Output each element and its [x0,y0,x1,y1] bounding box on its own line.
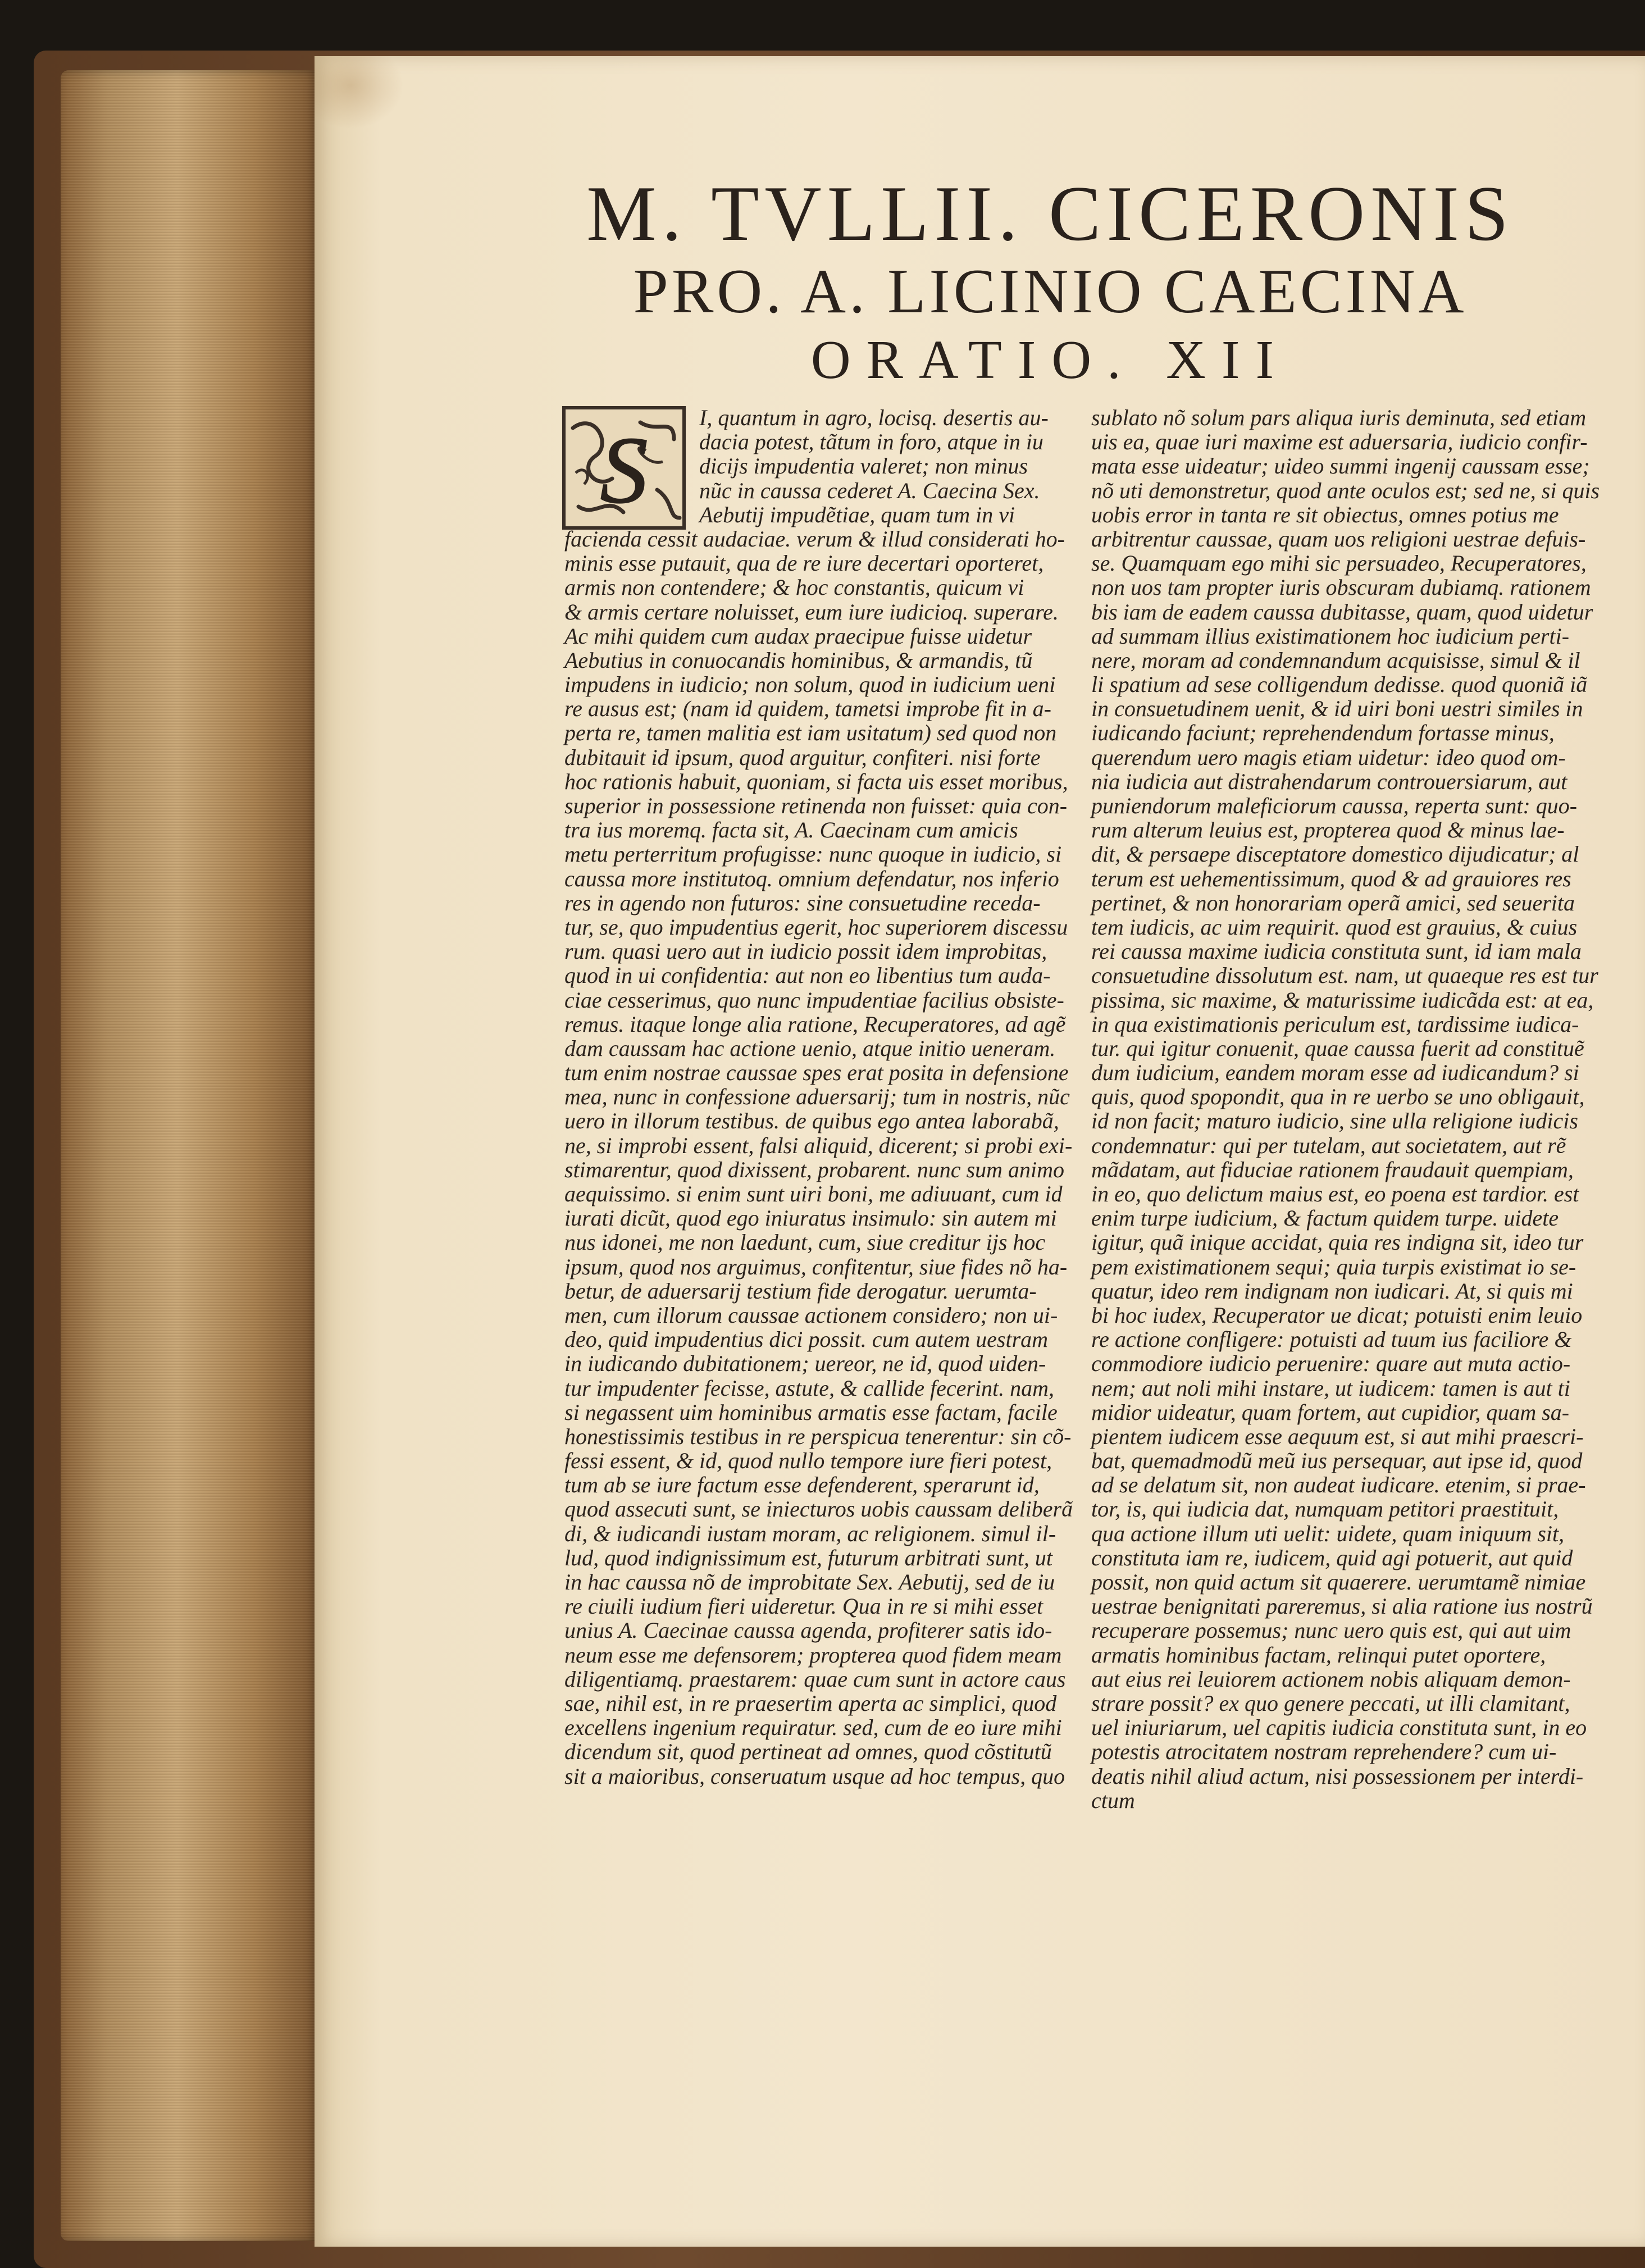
text-line: caussa more institutoq. omnium defendatur, nos inferio [564,866,1059,891]
text-line: id non facit; maturo iudicio, sine ulla religione iudicis [1091,1108,1578,1134]
text-line: facienda cessit audaciae. verum & illud considerati ho- [564,526,1065,552]
text-line: sit a maioribus, conseruatum usque ad hoc tempus, quo [564,1763,1065,1789]
text-line: li spatium ad sese colligendum dedisse. quod quoniã iã [1091,672,1588,698]
text-line: tem iudicis, ac uim requirit. quod est grauius, & cuius [1091,914,1578,940]
page-edges [61,70,319,2241]
text-line: midior uideatur, quam fortem, aut cupidior, quam sa- [1091,1399,1570,1425]
text-line: si negassent uim hominibus armatis esse factam, facile [564,1399,1058,1425]
text-line: pientem iudicem esse aequum est, si aut mihi praescri- [1091,1423,1584,1449]
text-line: aequissimo. si enim sunt uiri boni, me adiuuant, cum id [564,1181,1063,1206]
text-line: excellens ingenium requiratur. sed, cum de eo iure mihi [564,1715,1062,1741]
text-line: rei caussa maxime iudicia constituta sunt, id iam mala [1091,939,1582,964]
text-line: iurati dicũt, quod ego iniuratus insimulo: sin autem mi [564,1205,1057,1231]
text-line: bi hoc iudex, Recuperator ue dicat; potuisti enim leuio [1091,1302,1583,1328]
text-line: consuetudine dissolutum est. nam, ut quaeque res est tur [1091,963,1598,989]
text-line: tum ab se iure factum esse defenderent, sperarunt id, [564,1472,1040,1498]
text-line: uel iniuriarum, uel capitis iudicia constituta sunt, in eo [1091,1715,1587,1741]
text-line: enim turpe iudicium, & factum quidem turpe. uidete [1091,1205,1559,1231]
text-line: fessi essent, & id, quod nullo tempore iure fieri potest, [564,1448,1052,1474]
text-line: dum iudicium, eandem moram esse ad iudicandum? si [1091,1060,1579,1086]
text-line: re ciuili iudium fieri uideretur. Qua in re si mihi esset [564,1593,1043,1619]
text-line: stimarentur, quod dixissent, probarent. nunc sum animo [564,1156,1064,1182]
text-line: Aebutij impudẽtiae, quam tum in vi [699,502,1015,527]
text-line: deo, quid impudentius dici possit. cum autem uestram [564,1327,1049,1352]
text-line: nus idonei, me non laedunt, cum, siue creditur ijs hoc [564,1229,1046,1255]
text-line: quod in ui confidentia: aut non eo libentius tum auda- [564,963,1051,989]
text-line: remus. itaque longe alia ratione, Recuperatores, ad agẽ [564,1011,1066,1037]
text-line: commodiore iudicio peruenire: quare aut muta actio- [1091,1351,1571,1377]
text-line: puniendorum maleficiorum caussa, reperta sunt: quo- [1091,793,1578,818]
text-line: recuperare possemus; nunc uero quis est, qui aut uim [1091,1618,1571,1643]
text-line: mata esse uideatur; uideo summi ingenij caussam esse; [1091,453,1590,479]
text-line: tur. qui igitur conuenit, quae caussa fuerit ad constituẽ [1091,1035,1584,1061]
text-line: dubitauit id ipsum, quod arguitur, confiteri. nisi forte [564,744,1041,770]
svg-text:S: S [600,417,648,523]
text-line: in qua existimationis periculum est, tardissime iudica- [1091,1011,1579,1037]
text-line: tur, se, quo impudentius egerit, hoc superiorem discessu [564,914,1068,940]
text-line: diligentiamq. praestarem: quae cum sunt in actore caus [564,1666,1066,1692]
text-line: Aebutius in conuocandis hominibus, & armandis, tũ [564,647,1033,673]
text-line: men, cum illorum caussae actionem considero; non ui- [564,1302,1058,1328]
text-line: querendum uero magis etiam uidetur: ideo quod om- [1091,744,1566,770]
text-line: armatis hominibus factam, relinqui putet oportere, [1091,1642,1546,1668]
text-line: nere, moram ad condemnandum acquisisse, simul & il [1091,647,1580,673]
text-line: ctum [1091,1787,1135,1813]
text-line: dam caussam hac actione uenio, atque initio ueneram. [564,1035,1056,1061]
text-line: minis esse putauit, qua de re iure decertari oporteret, [564,550,1044,576]
text-line: pem existimationem sequi; quia turpis existimat io se- [1091,1254,1576,1279]
text-line: dacia potest, tãtum in foro, atque in iu [699,429,1043,455]
text-line: se. Quamquam ego mihi sic persuadeo, Recuperatores, [1091,550,1587,576]
text-line: unius A. Caecinae caussa agenda, profiterer satis ido- [564,1618,1052,1643]
text-line: rum. quasi uero aut in iudicio possit idem improbitas, [564,939,1047,964]
text-line: mãdatam, aut fiduciae rationem fraudauit quempiam, [1091,1156,1574,1182]
text-line: re actione confligere: potuisti ad tuum ius faciliore & [1091,1327,1572,1352]
text-line: qua actione illum uti uelit: uidete, quam iniquum sit, [1091,1520,1565,1546]
text-line: mea, nunc in confessione aduersarij; tum in nostris, nũc [564,1084,1070,1110]
text-line: armis non contendere; & hoc constantis, quicum vi [564,575,1024,600]
text-line: quis, quod spopondit, qua in re uerbo se uno obligauit, [1091,1084,1585,1110]
text-line: pertinet, & non honorariam operã amici, sed seuerita [1091,890,1575,916]
paper-stain [315,56,404,129]
text-column-right [1091,405,1600,1813]
text-line: constituta iam re, iudicem, quid agi potuerit, aut quid [1091,1545,1573,1570]
text-line: terum est uehementissimum, quod & ad grauiores res [1091,866,1571,891]
text-line: nem; aut noli mihi instare, ut iudicem: tamen is aut ti [1091,1375,1570,1401]
text-line: strare possit? ex quo genere peccati, ut illi clamitant, [1091,1690,1570,1716]
text-line: condemnatur: qui per tutelam, aut societatem, aut rẽ [1091,1132,1566,1158]
text-line: sublato nõ solum pars aliqua iuris deminuta, sed etiam [1091,405,1587,430]
text-line: dicijs impudentia valeret; non minus [699,453,1028,479]
text-line: Ac mihi quidem cum audax praecipue fuisse uidetur [564,623,1032,649]
text-line: tra ius moremq. facta sit, A. Caecinam cum amicis [564,817,1018,843]
text-line: metu perterritum profugisse: nunc quoque in iudicio, si [564,841,1062,867]
text-line: arbitrentur caussae, quam uos religioni uestrae defuis- [1091,526,1586,552]
text-line: potestis atrocitatem nostram reprehendere? cum ui- [1091,1739,1557,1765]
text-line: neum esse me defensorem; propterea quod fidem meam [564,1642,1062,1668]
text-line: ad se delatum sit, non audeat iudicare. etenim, si prae- [1091,1472,1586,1498]
text-line: tum enim nostrae caussae spes erat posita in defensione [564,1060,1069,1086]
text-line: quod assecuti sunt, se iniecturos uobis caussam deliberã [564,1496,1073,1522]
text-line: dicendum sit, quod pertineat ad omnes, quod cõstitutũ [564,1739,1052,1765]
text-line: deatis nihil aliud actum, nisi possessionem per interdi- [1091,1763,1584,1789]
text-line: nia iudicia aut distrahendarum controuersiarum, aut [1091,768,1567,794]
text-line: impudens in iudicio; non solum, quod in iudicium ueni [564,672,1056,698]
text-line: di, & iudicandi iustam moram, ac religionem. simul il- [564,1520,1056,1546]
text-line: ne, si improbi essent, falsi aliquid, dicerent; si probi exi- [564,1132,1073,1158]
text-line: iudicando faciunt; reprehendendum fortasse minus, [1091,720,1555,746]
text-line: I, quantum in agro, locisq. desertis au- [699,405,1049,430]
title-line-2: PRO. A. LICINIO CAECINA [633,257,1468,326]
text-line: non uos tam propter iuris obscuram dubiamq. rationem [1091,575,1591,600]
text-line: perta re, tamen malitia est iam usitatum) sed quod non [564,720,1057,746]
text-line: betur, de aduersarij testium fide derogatur. uerumta- [564,1278,1037,1304]
text-line: lud, quod indignissimum est, futurum arbitrati sunt, ut [564,1545,1052,1570]
text-line: superior in possessione retinenda non fuisset: quia con- [564,793,1068,818]
text-column-left [564,405,1073,1789]
text-line: hoc rationis habuit, quoniam, si facta uis esset moribus, [564,768,1068,794]
text-line: uestrae benignitati pareremus, si alia ratione ius nostrũ [1091,1593,1593,1619]
text-line: re ausus est; (nam id quidem, tametsi improbe fit in a- [564,696,1051,722]
text-line: dit, & persaepe disceptatore domestico dijudicatur; al [1091,841,1579,867]
text-line: ipsum, quod nos arguimus, confitentur, siue fides nõ ha- [564,1254,1068,1279]
text-line: pissima, sic maxime, & maturissime iudicãda est: at ea, [1091,987,1594,1013]
text-line: uis ea, quae iuri maxime est aduersaria, iudicio confir- [1091,429,1588,455]
text-line: sae, nihil est, in re praesertim aperta ac simplici, quod [564,1690,1057,1716]
text-line: uero in illorum testibus. de quibus ego antea laborabã, [564,1108,1059,1134]
title-line-1: M. TVLLII. CICERONIS [586,170,1514,257]
title-line-3: ORATIO. XII [810,330,1290,390]
text-line: tor, is, qui iudicia dat, numquam petitori praestituit, [1091,1496,1559,1522]
text-line: ad summam illius existimationem hoc iudicium perti- [1091,623,1570,649]
text-line: quatur, ideo rem indignam non iudicari. At, si quis mi [1091,1278,1573,1304]
text-line: res in agendo non futuros: sine consuetudine receda- [564,890,1041,916]
text-line: bat, quemadmodũ meũ ius persequar, aut ipse id, quod [1091,1448,1583,1474]
text-line: rum alterum leuius est, propterea quod & minus lae- [1091,817,1565,843]
text-line: honestissimis testibus in re perspicua tenerentur: sin cõ- [564,1423,1072,1449]
text-line: aut eius rei leuiorem actionem nobis aliquam demon- [1091,1666,1571,1692]
text-line: uobis error in tanta re sit obiectus, omnes potius me [1091,502,1559,527]
text-line: in hac caussa nõ de improbitate Sex. Aebutij, sed de iu [564,1569,1055,1595]
text-line: bis iam de eadem caussa dubitasse, quam, quod uidetur [1091,599,1593,625]
text-line: ciae cesserimus, quo nunc impudentiae facilius obsiste- [564,987,1064,1013]
text-line: in consuetudinem uenit, & id uiri boni uestri similes in [1091,696,1583,722]
text-line: nũc in caussa cederet A. Caecina Sex. [699,477,1040,503]
text-line: & armis certare noluisset, eum iure iudicioq. superare. [564,599,1059,625]
text-line: possit, non quid actum sit quaerere. uerumtamẽ nimiae [1091,1569,1586,1595]
text-line: nõ uti demonstretur, quod ante oculos est; sed ne, si quis [1091,477,1600,503]
text-line: igitur, quã inique accidat, quia res indigna sit, ideo tur [1091,1229,1584,1255]
text-line: in eo, quo delictum maius est, eo poena est tardior. est [1091,1181,1579,1206]
text-line: in iudicando dubitationem; uereor, ne id, quod uiden- [564,1351,1046,1377]
text-line: tur impudenter fecisse, astute, & callide fecerint. nam, [564,1375,1055,1401]
